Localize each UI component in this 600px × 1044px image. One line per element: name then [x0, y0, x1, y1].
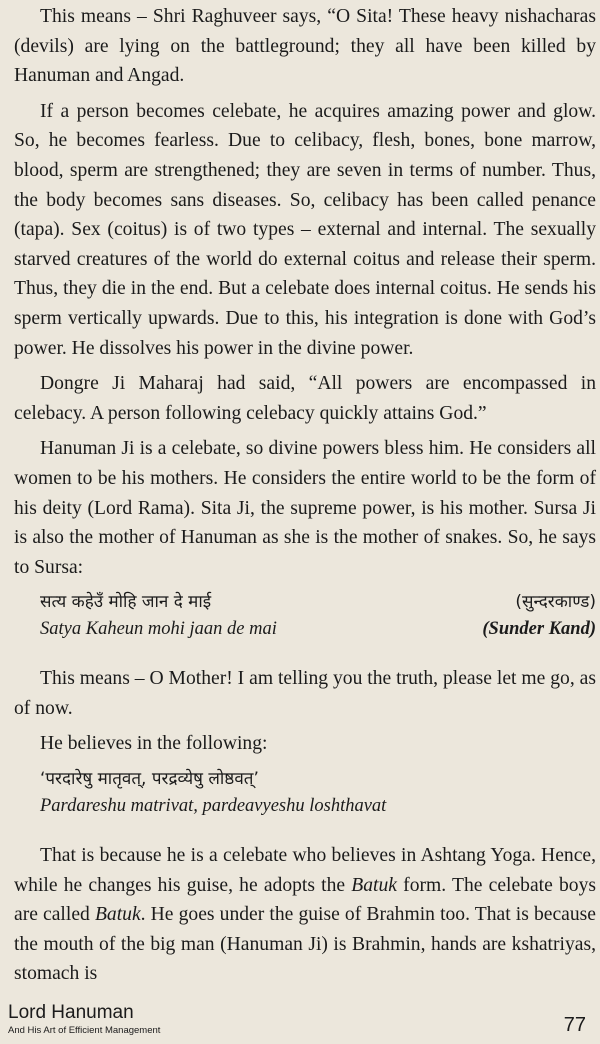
paragraph-7-batuk-1: Batuk [351, 874, 397, 896]
page-body [14, 2, 596, 995]
verse-1-hindi-row [40, 588, 596, 616]
verse-1-hindi: सत्य कहेउँ मोहि जान दे माई [40, 592, 212, 613]
verse-1-source: (Sunder Kand) [482, 619, 596, 640]
page-footer [0, 1000, 600, 1044]
paragraph-7-batuk-2: Batuk [94, 904, 141, 926]
verse-2-hindi: ‘परदारेषु मातृवत्, परद्रव्येषु लोष्ठवत्’ [40, 769, 259, 790]
paragraph-7-part-c: form. The celebate boys are called [14, 874, 597, 926]
verse-1-translit-row [40, 616, 596, 642]
paragraph-7-part-a: That is because he is a celebate who believes in Ashtang Yoga. Hence, while he changes his guise, he adopts the [14, 845, 596, 896]
paragraph-3: Dongre Ji Maharaj had said, “All powers are encompassed in celebacy. A person following celebacy quickly attains God.” [14, 373, 596, 424]
paragraph-2: If a person becomes celebate, he acquires amazing power and glow. So, he becomes fearless. Due to celibacy, flesh, bones, bone marrow, blood, sperm are strengthened; they are seven in terms of number. Thus, the body becomes sans diseases. So, celibacy has been called penance (tapa). Sex (coitus) is of two types – external and internal. The sexually starved creatures of the world do external coitus and release their sperm. Thus, they die in the end. But a celebate does internal coitus. He sends his sperm vertically upwards. Due to this, his integration is done with God’s power. He dissolves his power in the divine power. [14, 100, 596, 359]
verse-1-source-hindi: (सुन्दरकाण्ड) [515, 592, 596, 613]
page-number: 77 [563, 1014, 586, 1036]
paragraph-4: Hanuman Ji is a celebate, so divine powers bless him. He considers all women to be his mothers. He considers the entire world to be the form of his deity (Lord Rama). Sita Ji, the supreme power, is his mother. Sursa Ji is also the mother of Hanuman as she is the mother of snakes. So, he says to Sursa: [14, 438, 596, 578]
footer-book-title: Lord Hanuman [8, 1002, 134, 1023]
paragraph-1: This means – Shri Raghuveer says, “O Sita! These heavy nishacharas (devils) are lying on the battleground; they all have been killed by Hanuman and Angad. [14, 6, 596, 87]
paragraph-7-part-e: . He goes under the guise of Brahmin too. That is because the mouth of the big man (Hanuman Ji) is Brahmin, hands are kshatriyas, stomach is [14, 904, 596, 985]
paragraph-6: He believes in the following: [40, 733, 268, 755]
paragraph-7 [14, 841, 596, 989]
verse-2-transliteration: Pardareshu matrivat, pardeavyeshu loshthavat [40, 796, 387, 817]
verse-1-transliteration: Satya Kaheun mohi jaan de mai [40, 619, 277, 640]
paragraph-5: This means – O Mother! I am telling you the truth, please let me go, as of now. [14, 668, 596, 719]
footer-book-subtitle: And His Art of Efficient Management [8, 1025, 161, 1036]
